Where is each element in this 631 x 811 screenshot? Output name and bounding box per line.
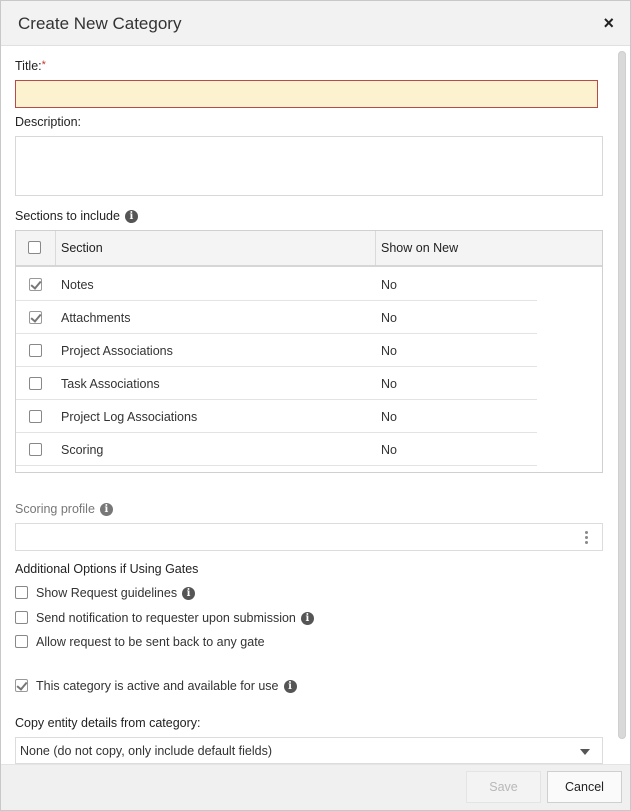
dialog-title: Create New Category — [18, 14, 182, 33]
close-icon[interactable]: × — [603, 13, 614, 33]
row-checkbox[interactable] — [29, 443, 42, 456]
column-header-section[interactable]: Section — [56, 231, 376, 265]
option-checkbox[interactable] — [15, 611, 28, 624]
row-checkbox[interactable] — [29, 311, 42, 324]
more-options-icon[interactable] — [585, 531, 588, 546]
option-category-active[interactable] — [15, 679, 297, 693]
gates-options-heading: Additional Options if Using Gates — [15, 562, 199, 576]
table-row[interactable] — [16, 400, 537, 433]
section-name: Project Associations — [61, 344, 173, 358]
table-row[interactable] — [16, 268, 537, 301]
option-label: Send notification to requester upon submission — [36, 611, 296, 625]
option-label: Show Request guidelines — [36, 586, 178, 600]
scrollbar[interactable] — [618, 51, 626, 739]
option-label: Allow request to be sent back to any gate — [36, 635, 265, 649]
description-label: Description: — [15, 115, 81, 129]
section-name: Notes — [61, 278, 94, 292]
show-on-new-value: No — [381, 410, 397, 424]
info-icon[interactable]: i — [284, 680, 297, 693]
show-on-new-value: No — [381, 443, 397, 457]
column-header-show-on-new[interactable]: Show on New — [381, 241, 459, 255]
info-icon[interactable]: i — [182, 587, 195, 600]
save-button[interactable]: Save — [466, 771, 541, 803]
table-row[interactable] — [16, 433, 537, 466]
section-name: Task Associations — [61, 377, 160, 391]
copy-category-select[interactable] — [15, 737, 603, 764]
option-checkbox[interactable] — [15, 635, 28, 648]
show-on-new-value: No — [381, 278, 397, 292]
row-checkbox[interactable] — [29, 278, 42, 291]
sections-label: Sections to include i — [15, 209, 138, 223]
row-checkbox[interactable] — [29, 377, 42, 390]
option-label: This category is active and available for use — [36, 679, 279, 693]
info-icon[interactable]: i — [100, 503, 113, 516]
info-icon[interactable]: i — [301, 612, 314, 625]
table-row[interactable] — [16, 334, 537, 367]
section-name: Project Log Associations — [61, 410, 198, 424]
show-on-new-value: No — [381, 344, 397, 358]
chevron-down-icon[interactable] — [580, 749, 590, 755]
option-show-request-guidelines[interactable] — [15, 586, 195, 600]
required-mark: * — [41, 59, 46, 71]
dialog-header — [1, 1, 630, 46]
scoring-profile-select[interactable] — [15, 523, 603, 551]
dialog-footer — [1, 764, 630, 810]
cancel-button[interactable]: Cancel — [547, 771, 622, 803]
info-icon[interactable]: i — [125, 210, 138, 223]
row-checkbox[interactable] — [29, 410, 42, 423]
select-all-checkbox[interactable] — [28, 241, 41, 254]
option-checkbox[interactable] — [15, 586, 28, 599]
section-name: Attachments — [61, 311, 131, 325]
copy-category-label: Copy entity details from category: — [15, 716, 201, 730]
scrollbar-thumb[interactable] — [618, 51, 626, 739]
sections-table-header — [16, 231, 602, 267]
copy-category-value: None (do not copy, only include default fields) — [20, 744, 273, 758]
table-row[interactable] — [16, 367, 537, 400]
option-checkbox[interactable] — [15, 679, 28, 692]
title-label: Title:* — [15, 59, 46, 73]
sections-table — [15, 230, 603, 473]
option-allow-send-back[interactable] — [15, 635, 265, 649]
description-textarea[interactable] — [15, 136, 603, 196]
show-on-new-value: No — [381, 311, 397, 325]
row-checkbox[interactable] — [29, 344, 42, 357]
select-all-cell — [16, 231, 56, 265]
table-row[interactable] — [16, 301, 537, 334]
section-name: Scoring — [61, 443, 104, 457]
scoring-profile-label: Scoring profile i — [15, 502, 113, 516]
show-on-new-value: No — [381, 377, 397, 391]
title-input[interactable] — [15, 80, 598, 108]
option-send-notification[interactable] — [15, 611, 314, 625]
